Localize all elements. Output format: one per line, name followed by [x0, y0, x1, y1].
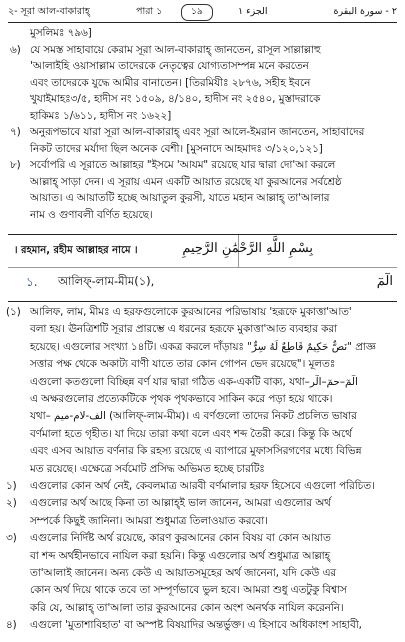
bismillah-bengali: । রহমান, রহীম আল্লাহর নামে । [14, 245, 138, 256]
item-number: ৭) [10, 126, 21, 138]
header-surah-arabic: ٢ - سورة البقرة [333, 6, 397, 17]
item-number: ৪) [6, 619, 17, 632]
item-number: ২) [6, 497, 17, 510]
text-line: অনুরূপভাবে যারা সূরা আল-বাকারাহ্ এবং সূরা আলে-ইমরান জানতেন, সাহাবাদের [30, 126, 365, 138]
page-header [8, 3, 397, 21]
text-line: মুসলিমঃ ৭৯৬] [30, 27, 92, 39]
verse-arabic: الٓمٓ [376, 274, 393, 289]
header-divider [8, 22, 397, 23]
text-line: এগুলোর কোন অর্থ নেই, কেবলমাত্র আরবী বর্ণমালার হরফ হিসেবে এগুলো পরিচিত। [30, 480, 375, 492]
text-line: এ অক্ষরগুলোর প্রত্যেকটিকে পৃথক পৃথকভাবে সাকিন করে পড়া হয়ে থাকে। [30, 393, 333, 405]
header-juz: الجزء ١ [238, 6, 268, 17]
text-line: বর্ণমালা হতে গৃহীত। যা দিয়ে তারা কথা বলে এবং শব্দ তৈরী করে। কিন্তু কি অর্থে [30, 427, 352, 440]
text-line: এগুলোর অর্থ আছে কিনা তা আল্লাহ্ই ভাল জানেন, আমরা এগুলোর অর্থ [30, 497, 331, 510]
item-number: (১) [6, 306, 21, 318]
text-line: এগুলো কতগুলো বিচ্ছিন্ন বর্ণ যার দ্বারা গঠিত এক-একটি বাক্য, যথা–الٓمٓ–حمٓ–الٓر [30, 375, 358, 388]
text-line: এবং এসব আয়াত বর্ণনার কি রহস্য রয়েছে এ ব্যাপারে মুফাসসিরগণের মধ্যে বিভিন্ন [30, 445, 362, 458]
text-line: সম্পর্কে কিছুই জানিনা। আমরা শুধুমাত্র তিলাওয়াত করবো। [30, 514, 268, 527]
text-line: মত রয়েছে। এক্ষেত্রে সর্বমোট প্রসিদ্ধ অভিমত হচ্ছে চারটিঃ [30, 462, 265, 475]
text-line: নিকট তাদের মর্যাদা ছিল অনেক বেশী। [মুসনাদে আহমাদঃ ৩/১২০,১২১] [30, 142, 323, 155]
header-para: পারা ১ [136, 6, 163, 17]
text-line: যে সমস্ত সাহাবায়ে কেরাম সূরা আল-বাকারাহ্ জানতেন, রাসূল সাল্লাল্লাহু [30, 43, 321, 56]
text-line: নাম ও গুণাবলী বর্ণিত হয়েছে। [30, 208, 153, 221]
text-line: হাকিমঃ ১/৬১১, হাদীস নং ১৬২২] [30, 109, 172, 122]
box-divider-horizontal [8, 267, 397, 268]
page-number: ১৯ [181, 4, 213, 21]
text-line: তা'আলাই জানেন। অন্য কেউ এ আয়াতসমূহের অর্থ জানেনা, যদি কেউ এর [30, 567, 337, 579]
text-line: করি যে, আল্লাহ্ তা'আলা তার কুরআনের কোন অংশ অনর্থক নাযিল করেননি। [30, 601, 344, 614]
text-line: এগুলোর নির্দিষ্ট অর্থ রয়েছে, কারণ কুরআনের কোন বিষয় বা কোন আয়াত [30, 532, 331, 545]
text-line: এবং তাদেরকে যুদ্ধে আমীর বানাতেন। [তিরমিযীঃ ২৮৭৬, সহীহ ইবনে [30, 76, 311, 89]
bismillah-arabic: بِسْمِ اللَّهِ الرَّحْمَٰنِ الرَّحِيمِ [182, 241, 313, 256]
text-line: আয়াত। এ আয়াতটি হচ্ছে আয়াতুল কুরসী, যাতে মহান আল্লাহ্ তা'আলার [30, 192, 330, 204]
verse-number: ১. [26, 275, 38, 289]
text-line: 'আলাইহি ওয়াসাল্লাম তাদেরকে নেতৃত্বের যোগ্যতাসম্পন্ন মনে করতেন [30, 60, 309, 72]
text-line: যথা– الف-لام-ميم (আলিফ্-লাম-মীম)। এ বর্ণগুলো তাদের নিকট প্রচলিত ভাষার [30, 410, 357, 423]
item-number: ৩) [6, 532, 17, 545]
text-line: সর্বোপরি এ সূরাতে আল্লাহর "ইসমে 'আযম" রয়েছে যার দ্বারা দো'আ করলে [30, 159, 336, 171]
item-number: ৬) [10, 43, 21, 56]
text-line: এগুলো 'মুতাশাবিহাত' বা অস্পষ্ট বিষয়াদির অন্তর্ভুক্ত। এ হিসাবে অধিকাংশ সাহাবী, [30, 619, 362, 632]
text-line: বা শব্দ অর্থহীনভাবে নাযিল করা হয়নি। কিন্তু এগুলোর অর্থ শুধুমাত্র আল্লাহ্ [30, 549, 331, 562]
text-line: কোন অর্থ দিয়ে থাকে তবে তা সম্পূর্ণভাবে ভুল হবে। আমরা শুধু এতটুকু বিশ্বাস [30, 584, 347, 597]
header-surah-bengali: ২- সূরা আল-বাকারাহ্ [8, 6, 90, 17]
verse-bengali: আলিফ্-লাম-মীম(১), [58, 274, 155, 288]
text-line: বলা হয়। ঊনত্রিশটি সূরার প্রারম্ভে এ ধরনের হরূফে মুকাত্তা'আত ব্যবহার করা [30, 323, 338, 336]
item-number: ১) [6, 480, 17, 492]
item-number: ৮) [10, 159, 21, 171]
text-line: সত্তার পক্ষ থেকে অকাট্য বাণী যাতে তার কোন গোপন ভেদ রয়েছে"। মূলতঃ [30, 358, 336, 371]
text-line: আলিফ, লাম, মীমঃ এ হরফগুলোকে কুরআনের পরিভাষায় 'হরূফে মুকাত্তা'আত' [30, 306, 352, 318]
text-line: খুযাইমাহঃ৩/৫, হাদীস নং ১৫০৯, ৪/১৪০, হাদীস নং ২৫৪০, মুস্তাদরাকে [30, 93, 321, 105]
verse-box [8, 234, 397, 302]
text-line: হয়েছে। এগুলোর সংখ্যা ১৪টি। একত্র করলে দাঁড়ায়ঃ "نَصٌّ حَكِيمٌ قَاطِعٌ لَهُ سِرٌّ" প্রাজ্ঞ [30, 340, 376, 353]
text-line: আল্লাহ্ সাড়া দেন। এ সূরায় এমন একটি আয়াত রয়েছে যা কুরআনের সর্বশ্রেষ্ঠ [30, 175, 342, 188]
